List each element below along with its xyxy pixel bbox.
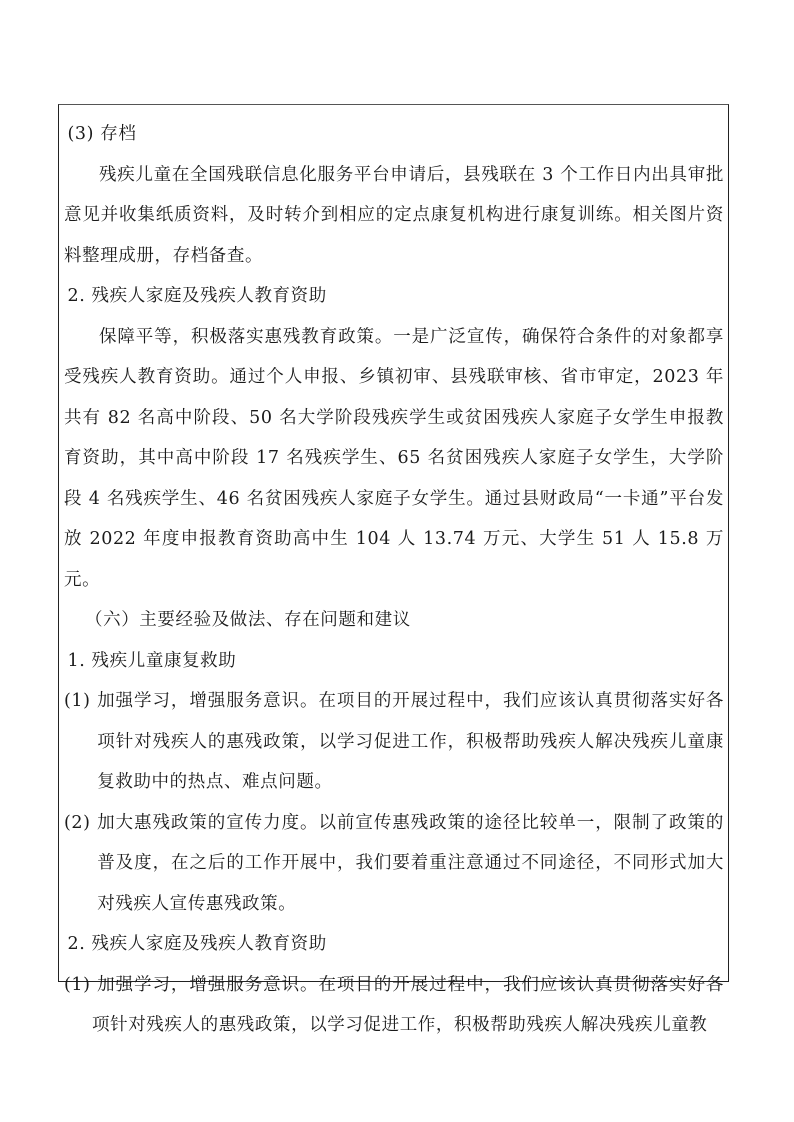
- list-item-study-1: (1) 加强学习，增强服务意识。在项目的开展过程中，我们应该认真贯彻落实好各项针对残疾人的惠残政策，以学习促进工作，积极帮助残疾人解决残疾儿童康复救助中的热点、难点问题。: [64, 691, 724, 792]
- document-body: [64, 114, 724, 1046]
- paragraph-archive: 残疾儿童在全国残联信息化服务平台申请后，县残联在 3 个工作日内出具审批意见并收集纸质资料，及时转介到相应的定点康复机构进行康复训练。相关图片资料整理成册，存档备查。: [64, 164, 724, 266]
- section-heading-experience: （六）主要经验及做法、存在问题和建议: [85, 610, 411, 630]
- list-item-publicity-2: (2) 加大惠残政策的宣传力度。以前宣传惠残政策的途径比较单一，限制了政策的普及度，在之后的工作开展中，我们要着重注意通过不同途径，不同形式加大对残疾人宣传惠残政策。: [64, 812, 724, 914]
- section-heading-education-aid: 2. 残疾人家庭及残疾人教育资助: [67, 286, 327, 306]
- subheading-education-aid-2: 2. 残疾人家庭及残疾人教育资助: [67, 934, 327, 954]
- subheading-child-rehab: 1. 残疾儿童康复救助: [67, 650, 237, 671]
- subheading-archive: (3) 存档: [67, 124, 137, 144]
- paragraph-education-aid: 保障平等，积极落实惠残教育政策。一是广泛宣传，确保符合条件的对象都享受残疾人教育资助。通过个人申报、乡镇初审、县残联审核、省市审定，2023 年共有 82 名高中阶段、50 名大学阶段残疾学生或贫困残疾人家庭子女学生申报教育资助，其中高中阶段 17 名残疾学生、65 名贫困残疾人家庭子女学生，大学阶段 4 名残疾学生、46 名贫困残疾人家庭子女学生。通过县财政局“一卡通”平台发放 2022 年度申报教育资助高中生 104 人 13.74 万元、大学生 51 人 15.8 万元。: [64, 326, 724, 590]
- list-item-study-edu-1: (1) 加强学习，增强服务意识。在项目的开展过程中，我们应该认真贯彻落实好各项针对残疾人的惠残政策，以学习促进工作，积极帮助残疾人解决残疾儿童教: [64, 974, 724, 1035]
